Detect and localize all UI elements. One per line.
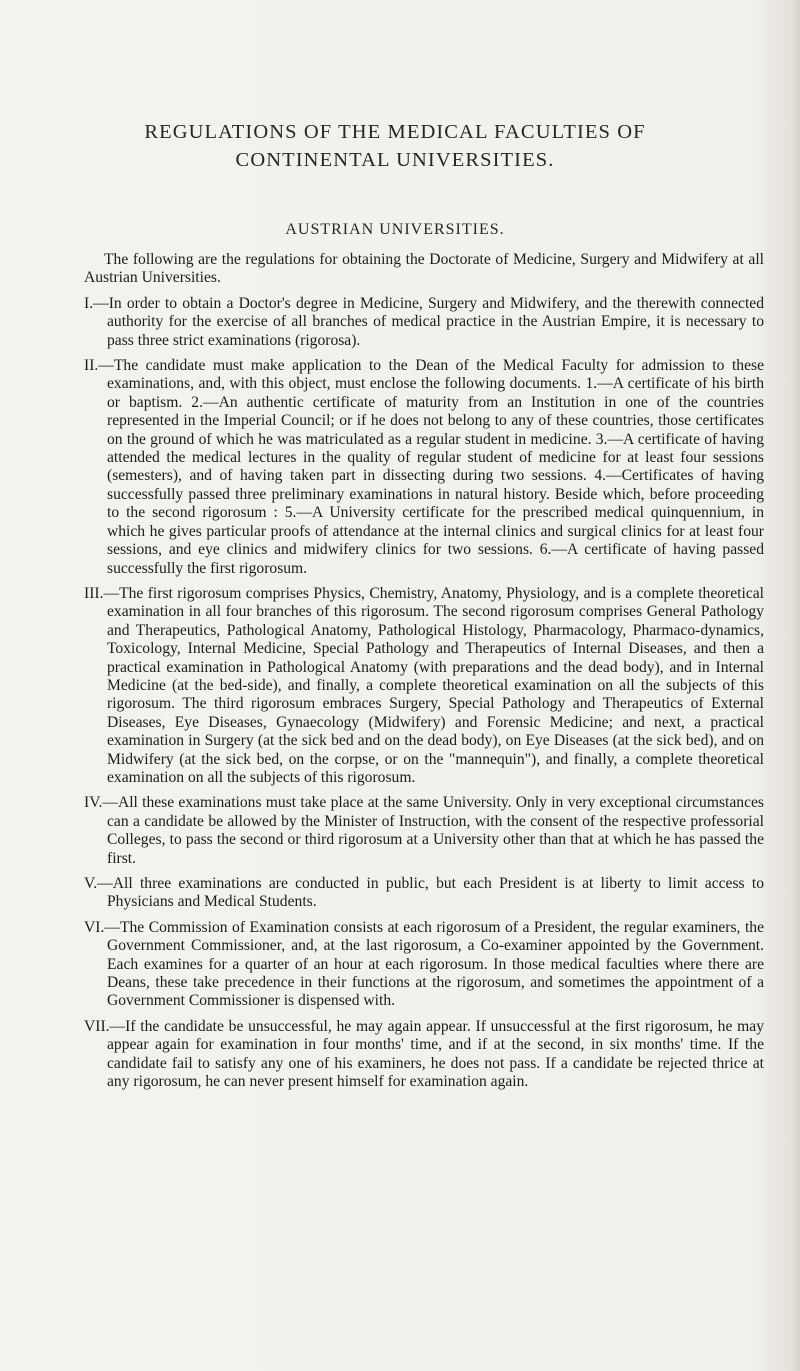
- regulation-paragraph: [84, 919, 764, 1011]
- regulation-text: —The first rigorosum comprises Physics, Chemistry, Anatomy, Physiology, and is a complete theoretical examination in all four branches of this rigorosum. The second rigorosum comprises General Pathology and Therapeutics, Pathological Anatomy, Pathological Histology, Pharmacology, Pharmaco-dynamics, Toxicology, Internal Medicine, Special Pathology and Therapeutics of Internal Diseases, and then a practical examination in Pathological Anatomy (with preparations and the dead body), and in Internal Medicine (at the bed-side), and finally, a complete theoretical examination on all the subjects of this rigorosum. The third rigorosum embraces Surgery, Special Pathology and Therapeutics of External Diseases, Eye Diseases, Gynaecology (Midwifery) and Forensic Medicine; and next, a practical examination in Surgery (at the sick bed and on the dead body), on Eye Diseases (at the sick bed), and on Midwifery (at the sick bed, on the corpse, or on the "mannequin"), and finally, a complete theoretical examination on all the subjects of this rigorosum.: [103, 584, 764, 786]
- regulation-text: —The Commission of Examination consists at each rigorosum of a President, the regular examiners, the Government Commissioner, and, at the last rigorosum, a Co-examiner appointed by the Government. Each examines for a quarter of an hour at each rigorosum. In those medical faculties where there are Deans, these take precedence in their functions at the rigorosum, and sometimes the appointment of a Government Commissioner is dispensed with.: [104, 918, 764, 1010]
- regulation-paragraph: [84, 357, 764, 578]
- regulation-numeral: II.: [84, 357, 99, 375]
- regulation-numeral: IV.: [84, 794, 103, 812]
- regulation-text: —In order to obtain a Doctor's degree in Medicine, Surgery and Midwifery, and the therewith connected authority for the exercise of all branches of medical practice in the Austrian Empire, it is necessary to pass three strict examinations (rigorosa).: [93, 294, 764, 349]
- regulation-text: —If the candidate be unsuccessful, he may again appear. If unsuccessful at the first rigorosum, he may appear again for examination in four months' time, and if at the second, in six months' time. If the candidate fail to satisfy any one of his examiners, he does not pass. If a candidate be rejected thrice at any rigorosum, he can never present himself for examination again.: [107, 1017, 764, 1091]
- regulation-numeral: I.: [84, 294, 94, 312]
- regulation-paragraph: [84, 794, 764, 868]
- intro-paragraph: The following are the regulations for obtaining the Doctorate of Medicine, Surgery and Midwifery at all Austrian Universities.: [84, 251, 764, 287]
- regulation-numeral: VI.: [84, 918, 105, 936]
- document-body: [84, 251, 764, 1098]
- regulation-text: —All three examinations are conducted in public, but each President is at liberty to limit access to Physicians and Medical Students.: [97, 875, 764, 911]
- regulation-numeral: V.: [84, 875, 98, 892]
- section-heading: AUSTRIAN UNIVERSITIES.: [285, 221, 505, 238]
- regulation-paragraph: [84, 295, 764, 350]
- regulation-paragraph: [84, 1018, 764, 1092]
- regulation-paragraph: [84, 875, 764, 912]
- regulation-text: —The candidate must make application to the Dean of the Medical Faculty for admission to these examinations, and, with this object, must enclose the following documents. 1.—A certificate of his birth or baptism. 2.—An authentic certificate of maturity from an Institution in one of the countries represented in the Imperial Council; or if he does not belong to any of these countries, those certificates on the ground of which he was matriculated as a regular student in medicine. 3.—A certificate of having attended the medical lectures in the quality of regular student of medicine for at least four sessions (semesters), and of having taken part in dissecting during two sessions. 4.—Certificates of having successfully passed three preliminary examinations in natural history. Beside which, before proceeding to the second rigorosum : 5.—A University certificate for the prescribed medical quinquennium, in which he gives particular proofs of attendance at the internal clinics and surgical clinics for at least four sessions, and eye clinics and midwifery clinics for two sessions. 6.—A certificate of having passed successfully the first rigorosum.: [98, 357, 764, 577]
- regulation-text: —All these examinations must take place at the same University. Only in very exceptional circumstances can a candidate be allowed by the Minister of Instruction, with the consent of the respective professorial Colleges, to pass the second or third rigorosum at a University other than that at which he has passed the first.: [102, 794, 764, 867]
- regulation-paragraph: [84, 585, 764, 787]
- document-title: REGULATIONS OF THE MEDICAL FACULTIES OF CONTINENTAL UNIVERSITIES.: [144, 121, 646, 171]
- regulation-numeral: VII.: [84, 1017, 110, 1035]
- regulation-numeral: III.: [84, 584, 104, 602]
